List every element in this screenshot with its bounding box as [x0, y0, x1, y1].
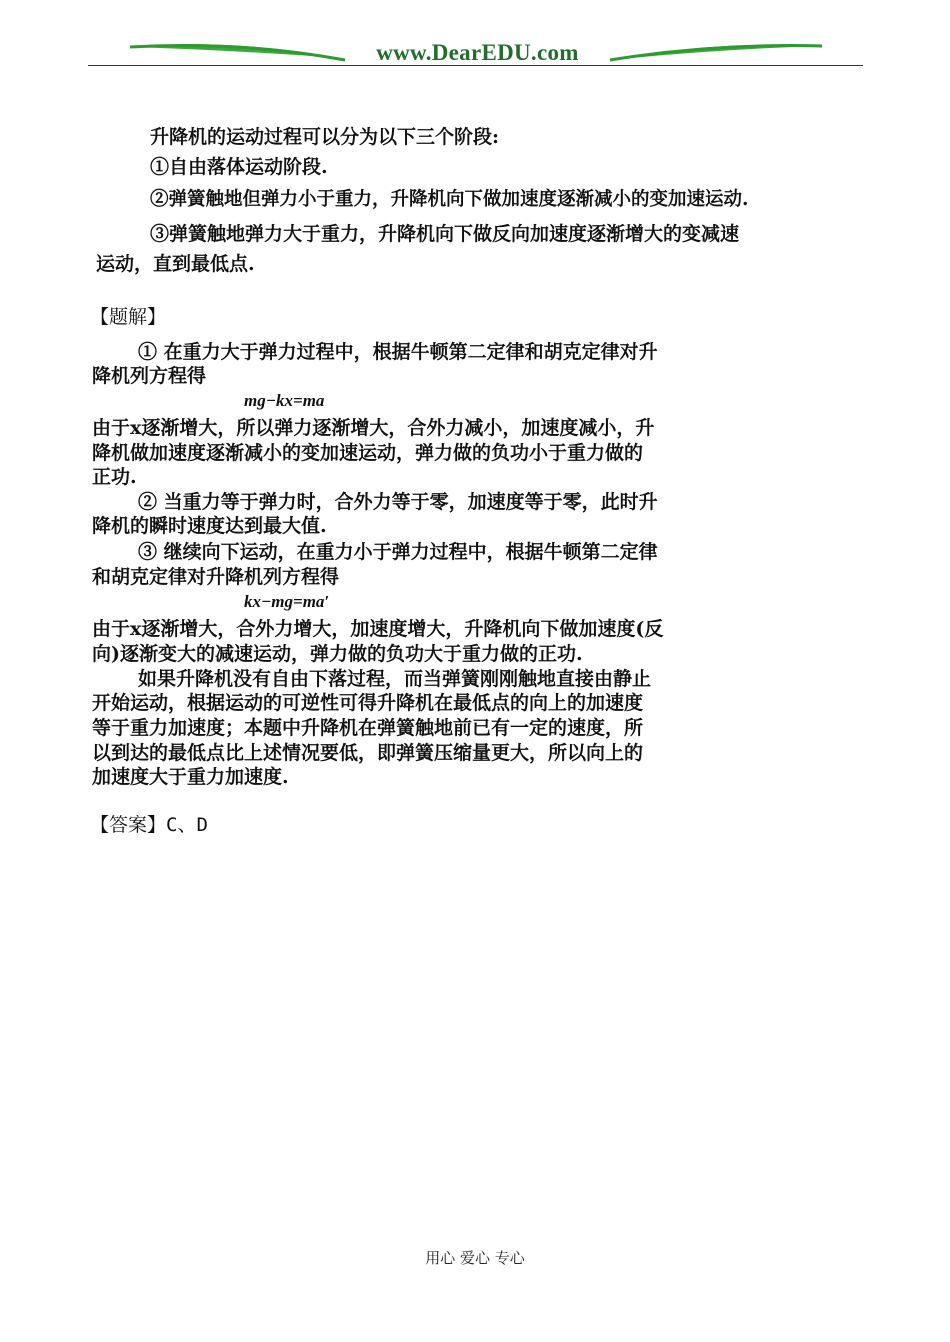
solution-p1-line-2: 降机列方程得: [92, 365, 207, 387]
stages-intro: 升降机的运动过程可以分为以下三个阶段:: [150, 126, 500, 148]
formula-2: kx−mg=ma′: [244, 592, 330, 611]
solution-p1-line-1: ① 在重力大于弹力过程中，根据牛顿第二定律和胡克定律对升: [138, 341, 658, 363]
stage-2: ②弹簧触地但弹力小于重力，升降机向下做加速度逐渐减小的变加速运动.: [150, 189, 749, 210]
formula-1: mg−kx=ma: [244, 391, 325, 410]
solution-label: 【题解】: [90, 306, 167, 328]
solution-p6-line-4: 以到达的最低点比上述情况要低，即弹簧压缩量更大，所以向上的: [92, 742, 644, 764]
solution-p6-line-5: 加速度大于重力加速度.: [92, 766, 289, 788]
solution-p2-line-3: 正功.: [92, 466, 137, 488]
solution-p6-line-1: 如果升降机没有自由下落过程，而当弹簧刚刚触地直接由静止: [138, 668, 652, 690]
solution-p4-line-2: 和胡克定律对升降机列方程得: [92, 566, 340, 588]
header-divider: [88, 65, 863, 66]
stage-1: ①自由落体运动阶段.: [150, 156, 328, 178]
solution-p5-line-1: 由于x逐渐增大，合外力增大，加速度增大，升降机向下做加速度(反: [92, 618, 664, 640]
page-header: [0, 0, 950, 80]
site-logo: www.DearEDU.com: [376, 40, 579, 65]
solution-p2-line-2: 降机做加速度逐渐减小的变加速运动，弹力做的负功小于重力做的: [92, 442, 644, 464]
solution-p6-line-2: 开始运动，根据运动的可逆性可得升降机在最低点的向上的加速度: [92, 692, 644, 714]
solution-p3-line-2: 降机的瞬时速度达到最大值.: [92, 515, 327, 537]
solution-p3-line-1: ② 当重力等于弹力时，合外力等于零，加速度等于零，此时升: [138, 491, 658, 513]
page-footer: 用心 爱心 专心: [425, 1249, 525, 1267]
stage-3-line-1: ③弹簧触地弹力大于重力，升降机向下做反向加速度逐渐增大的变减速: [150, 223, 740, 245]
solution-p4-line-1: ③ 继续向下运动，在重力小于弹力过程中，根据牛顿第二定律: [138, 541, 658, 563]
answer-label: 【答案】C、D: [90, 814, 208, 836]
solution-p6-line-3: 等于重力加速度；本题中升降机在弹簧触地前已有一定的速度，所: [92, 717, 644, 739]
solution-p5-line-2: 向)逐渐变大的减速运动，弹力做的负功大于重力做的正功.: [92, 643, 583, 665]
solution-p2-line-1: 由于x逐渐增大，所以弹力逐渐增大，合外力减小，加速度减小，升: [92, 417, 655, 439]
stage-3-line-2: 运动，直到最低点.: [96, 253, 255, 275]
